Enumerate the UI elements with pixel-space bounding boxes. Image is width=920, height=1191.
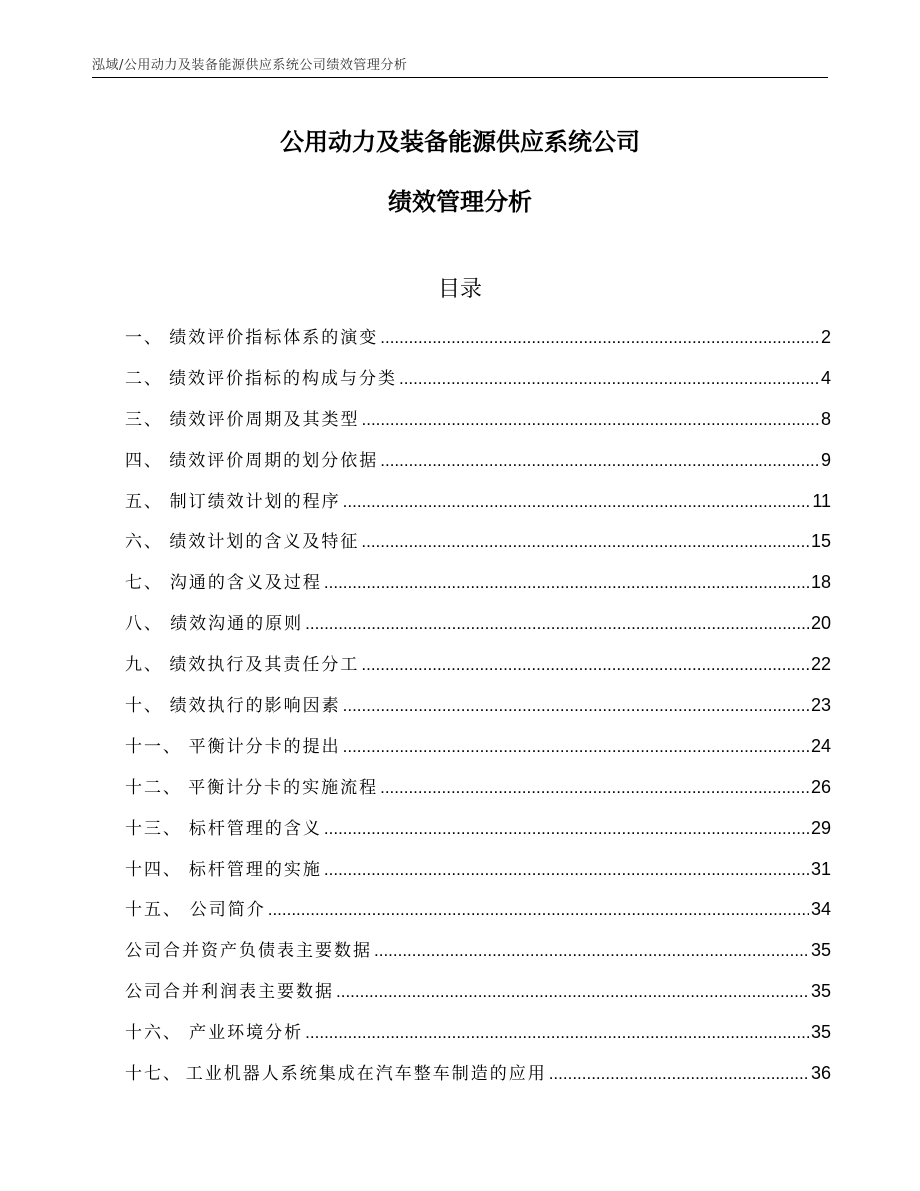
toc-entry-number: 十四、: [125, 859, 182, 880]
toc-leader-dots: [362, 404, 819, 436]
toc-entry-page: 2: [820, 327, 831, 347]
toc-entry-number: 十六、: [125, 1023, 182, 1044]
toc-entry-title: 绩效执行及其责任分工: [169, 655, 360, 676]
toc-entry[interactable]: [125, 321, 831, 362]
toc-entry-page: 23: [810, 695, 831, 716]
header-rule: [92, 77, 828, 78]
toc-leader-dots: [343, 731, 809, 763]
toc-heading: 目录: [437, 277, 482, 302]
toc-entry-number: 十五、: [125, 900, 182, 921]
toc-entry-title: 公司合并利润表主要数据: [125, 982, 334, 1003]
toc-entry-number: 五、: [125, 491, 163, 512]
toc-entry[interactable]: [125, 1057, 831, 1098]
toc-entry[interactable]: [125, 893, 831, 934]
toc-entry[interactable]: [125, 403, 831, 444]
toc-entry[interactable]: [125, 812, 831, 853]
toc-leader-dots: [305, 608, 809, 640]
toc-leader-dots: [380, 772, 809, 804]
toc-entry-title: 平衡计分卡的提出: [188, 736, 341, 757]
toc-entry-number: 十二、: [125, 777, 182, 798]
toc-entry-number: 十、: [125, 696, 163, 717]
toc-entry[interactable]: [125, 975, 831, 1016]
toc-entry[interactable]: [125, 1016, 831, 1057]
toc-leader-dots: [549, 1058, 809, 1090]
toc-entry-page: 22: [810, 654, 831, 675]
toc-leader-dots: [399, 363, 819, 395]
toc-entry-number: 二、: [125, 368, 163, 389]
toc-entry-page: 29: [810, 817, 831, 838]
toc-entry-page: 34: [810, 899, 831, 920]
toc-entry-title: 平衡计分卡的实施流程: [188, 777, 379, 798]
toc-entry[interactable]: [125, 689, 831, 730]
toc-entry-number: 十七、: [125, 1064, 182, 1085]
toc-entry-title: 绩效评价周期的划分依据: [169, 450, 379, 471]
toc-leader-dots: [374, 935, 809, 967]
toc-entry-title: 公司简介: [189, 900, 266, 921]
toc-entry-page: 8: [820, 408, 831, 429]
toc-entry[interactable]: [125, 853, 831, 894]
toc-entry-page: 24: [810, 735, 831, 756]
toc-entry-number: 八、: [125, 614, 163, 635]
toc-leader-dots: [361, 649, 809, 681]
toc-entry[interactable]: [125, 525, 831, 566]
toc-entry-page: 11: [812, 490, 831, 511]
table-of-contents: [125, 321, 831, 1098]
toc-entry-title: 工业机器人系统集成在汽车整车制造的应用: [185, 1064, 547, 1085]
toc-leader-dots: [343, 486, 811, 518]
toc-leader-dots: [336, 976, 809, 1008]
toc-leader-dots: [324, 567, 809, 599]
toc-entry-title: 绩效计划的含义及特征: [169, 532, 360, 553]
toc-entry-page: 36: [810, 1063, 831, 1084]
toc-entry-number: 十一、: [125, 736, 182, 757]
toc-entry[interactable]: [125, 444, 831, 485]
toc-entry-number: 三、: [125, 409, 163, 430]
document-title-line2: 绩效管理分析: [388, 188, 532, 216]
toc-entry-title: 绩效评价周期及其类型: [169, 409, 360, 430]
toc-entry[interactable]: [125, 771, 831, 812]
document-title-line1: 公用动力及装备能源供应系统公司: [280, 128, 640, 156]
toc-entry-title: 绩效沟通的原则: [170, 614, 304, 635]
toc-entry-number: 十三、: [125, 818, 182, 839]
toc-entry-page: 35: [810, 981, 831, 1002]
toc-entry-number: 一、: [125, 328, 163, 348]
toc-entry-page: 26: [810, 776, 831, 797]
toc-entry-title: 标杆管理的实施: [188, 859, 322, 880]
toc-leader-dots: [324, 854, 809, 886]
toc-entry-title: 沟通的含义及过程: [169, 573, 322, 594]
toc-entry[interactable]: [125, 485, 831, 526]
toc-entry-page: 18: [810, 572, 831, 593]
toc-entry-page: 35: [810, 940, 831, 961]
toc-leader-dots: [343, 690, 809, 722]
toc-leader-dots: [380, 445, 819, 477]
toc-leader-dots: [268, 894, 809, 926]
toc-entry-number: 七、: [125, 573, 163, 594]
toc-entry[interactable]: [125, 362, 831, 403]
toc-entry[interactable]: [125, 566, 831, 607]
toc-entry[interactable]: [125, 730, 831, 771]
toc-entry-number: 四、: [125, 450, 163, 471]
toc-leader-dots: [305, 1017, 809, 1049]
toc-entry-page: 4: [820, 367, 831, 388]
toc-leader-dots: [380, 322, 819, 354]
toc-leader-dots: [324, 813, 809, 845]
toc-entry-page: 31: [810, 858, 831, 879]
toc-leader-dots: [361, 526, 809, 558]
toc-entry-number: 六、: [125, 532, 163, 553]
toc-entry[interactable]: [125, 607, 831, 648]
toc-entry[interactable]: [125, 934, 831, 975]
toc-entry-title: 标杆管理的含义: [188, 818, 322, 839]
toc-entry-title: 产业环境分析: [189, 1023, 304, 1044]
toc-entry-title: 制订绩效计划的程序: [169, 491, 341, 512]
toc-entry-title: 绩效评价指标的构成与分类: [168, 368, 397, 389]
toc-entry-page: 9: [820, 449, 831, 470]
toc-entry-title: 绩效评价指标体系的演变: [169, 328, 379, 348]
toc-entry-title: 绩效执行的影响因素: [169, 696, 341, 717]
toc-entry-page: 15: [810, 531, 831, 552]
toc-entry-page: 35: [810, 1022, 831, 1043]
toc-entry[interactable]: [125, 648, 831, 689]
running-header: 泓域/公用动力及装备能源供应系统公司绩效管理分析: [92, 58, 408, 73]
toc-entry-title: 公司合并资产负债表主要数据: [125, 941, 372, 962]
toc-entry-page: 20: [810, 613, 831, 634]
toc-entry-number: 九、: [125, 655, 163, 676]
